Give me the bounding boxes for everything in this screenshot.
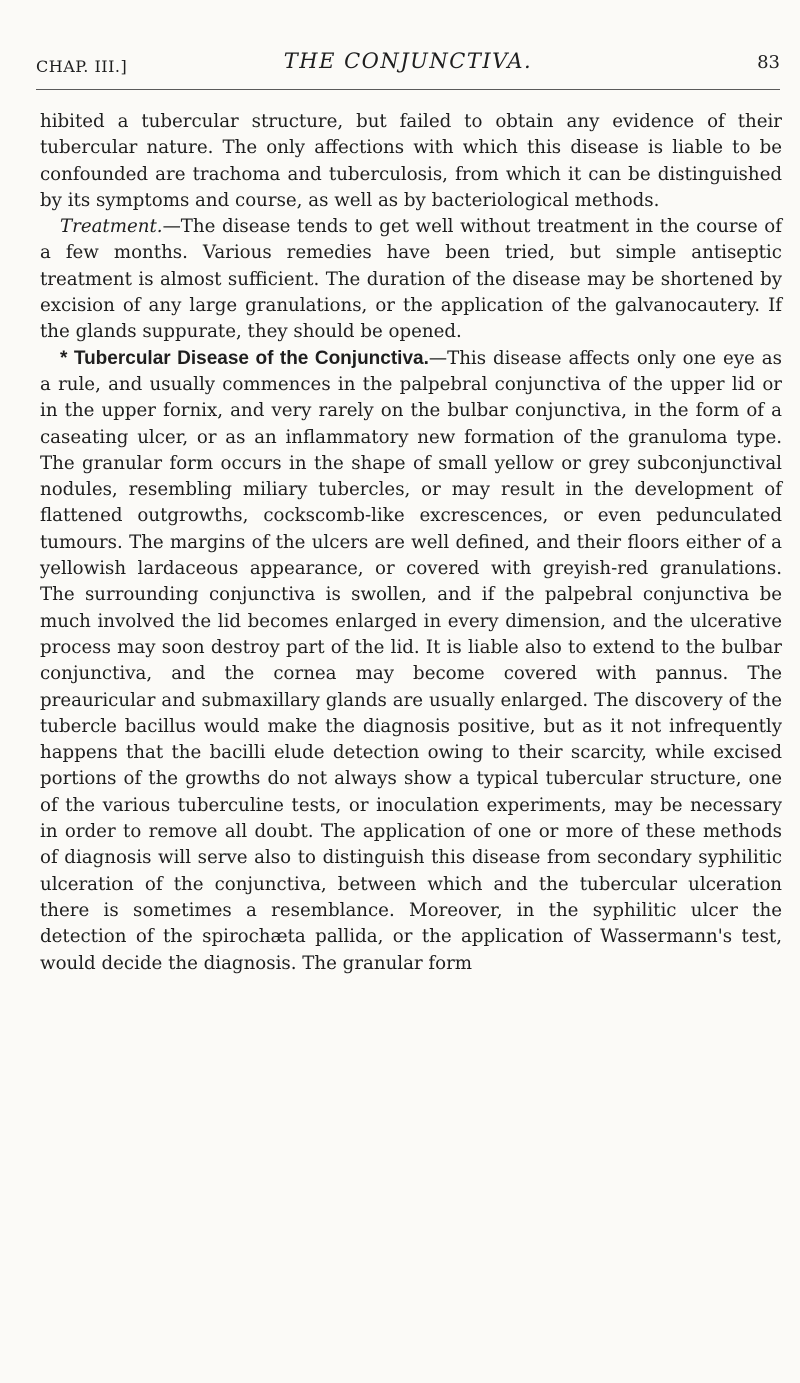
running-header: [36, 49, 780, 79]
body-text: [40, 109, 782, 977]
section-text: —This disease affects only one eye as a rule, and usually commences in the palpebral conjunctiva of the upper lid or in the upper fornix, and very rarely on the bulbar conjunctiva, in the form of a caseating ulcer, or as an inflammatory new formation of the granuloma type. The granular form occurs in the shape of small yellow or grey subconjunctival nodules, resembling miliary tubercles, or may result in the development of flattened outgrowths, cockscomb-like excrescences, or even pedunculated tumours. The margins of the ulcers are well defined, and their floors either of a yellowish lardaceous appearance, or covered with greyish-red granulations. The surrounding conjunctiva is swollen, and if the palpebral conjunctiva be much involved the lid becomes enlarged in every dimension, and the ulcerative process may soon destroy part of the lid. It is liable also to extend to the bulbar conjunctiva, and the cornea may become covered with pannus. The preauricular and submaxillary glands are usually enlarged. The discovery of the tubercle bacillus would make the diagnosis positive, but as it not infrequently happens that the bacilli elude detection owing to their scarcity, while excised portions of the growths do not always show a typical tubercular structure, one of the various tuberculine tests, or inoculation experiments, may be necessary in order to remove all doubt. The application of one or more of these methods of diagnosis will serve also to distinguish this disease from secondary syphilitic ulceration of the conjunctiva, between which and the tubercular ulceration there is sometimes a resemblance. Moreover, in the syphilitic ulcer the detection of the spirochæta pallida, or the application of Wassermann's test, would decide the diagnosis. The granular form: [40, 347, 782, 974]
treatment-text: —The disease tends to get well without treatment in the course of a few months. Various remedies have been tried, but simple antiseptic treatment is almost sufficient. The duration of the disease may be shortened by excision of any large granulations, or the application of the galvanocautery. If the glands suppurate, they should be opened.: [40, 216, 782, 343]
paragraph-treatment: [40, 214, 782, 345]
treatment-heading: Treatment.: [60, 216, 163, 238]
paragraph-tubercular-disease: [40, 346, 782, 977]
page-number: 83: [757, 52, 780, 73]
section-heading: * Tubercular Disease of the Conjunctiva.: [60, 347, 429, 369]
paragraph-continuation: hibited a tubercular structure, but failed to obtain any evidence of their tubercular nature. The only affections with which this disease is liable to be confounded are trachoma and tuberculosis, from which it can be distinguished by its symptoms and course, as well as by bacteriological methods.: [40, 111, 782, 211]
chapter-label: CHAP. III.]: [36, 57, 128, 76]
page-title: THE CONJUNCTIVA.: [283, 49, 533, 73]
header-rule: [36, 89, 780, 90]
